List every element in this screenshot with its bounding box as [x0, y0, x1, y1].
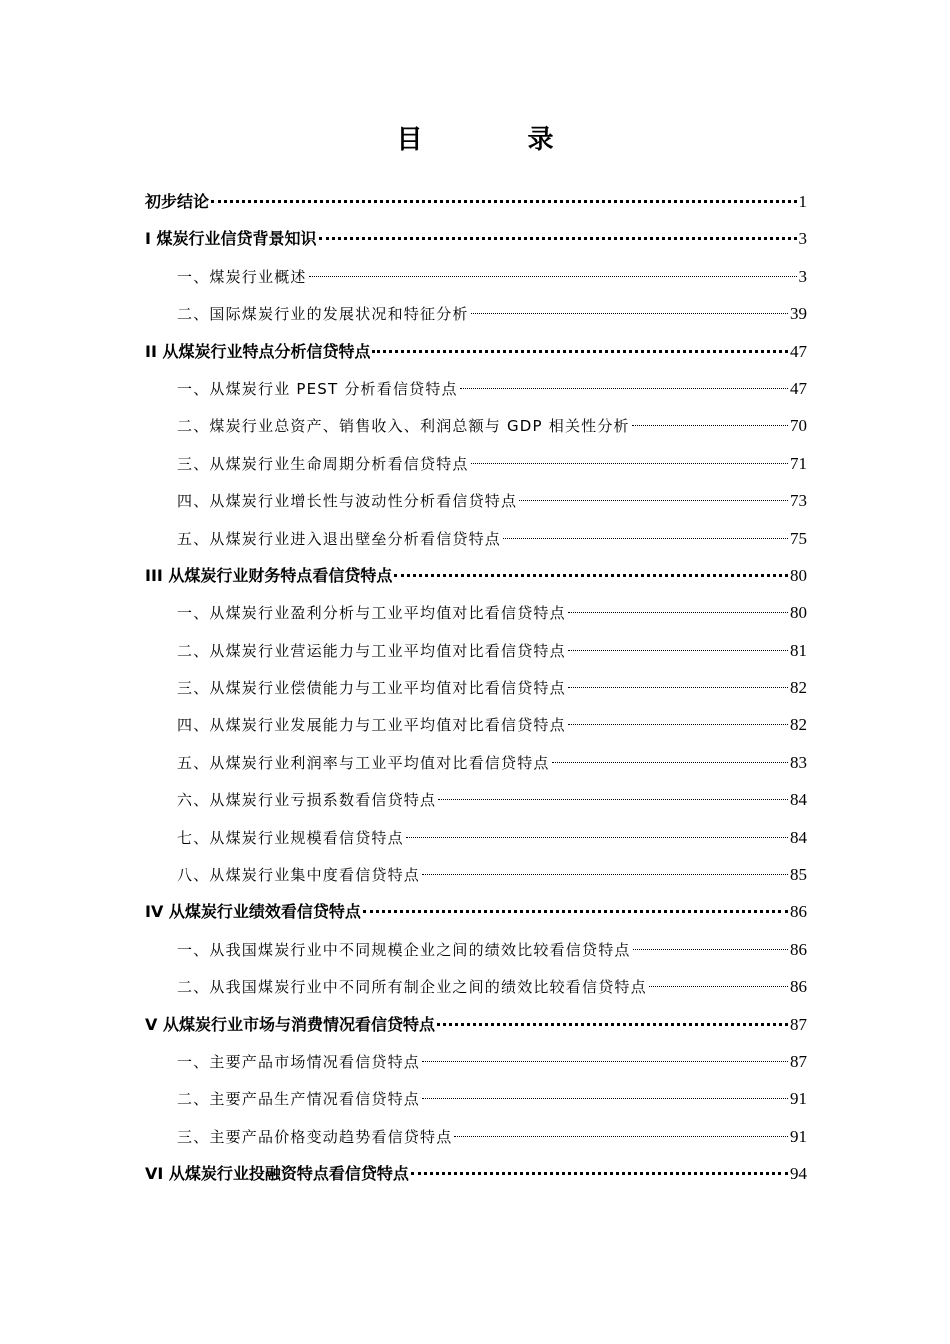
toc-entry-page-number: 84	[790, 790, 807, 810]
toc-entry-page-number: 94	[790, 1164, 807, 1184]
toc-entry-label: 二、从煤炭行业营运能力与工业平均值对比看信贷特点	[177, 641, 566, 660]
toc-subsection-entry[interactable]	[145, 822, 807, 859]
toc-subsection-entry[interactable]	[145, 784, 807, 821]
toc-entry-label: 三、主要产品价格变动趋势看信贷特点	[177, 1127, 453, 1146]
toc-entry-page-number: 71	[790, 453, 807, 473]
toc-dot-leader	[568, 677, 788, 688]
toc-dot-leader	[552, 752, 788, 763]
toc-entry-label: 二、煤炭行业总资产、销售收入、利润总额与 GDP 相关性分析	[177, 417, 630, 436]
toc-entry-page-number: 75	[790, 528, 807, 548]
toc-entry-page-number: 1	[798, 192, 807, 211]
toc-subsection-entry[interactable]	[145, 298, 807, 335]
toc-entry-label: II 从煤炭行业特点分析信贷特点	[145, 341, 371, 361]
toc-entry-page-number: 86	[790, 902, 807, 922]
toc-dot-leader	[632, 415, 788, 426]
toc-dot-leader	[568, 640, 788, 651]
toc-entry-page-number: 47	[790, 378, 807, 398]
toc-entry-label: VI 从煤炭行业投融资特点看信贷特点	[145, 1164, 409, 1184]
toc-entry-label: 二、从我国煤炭行业中不同所有制企业之间的绩效比较看信贷特点	[177, 978, 647, 997]
toc-entry-label: 二、主要产品生产情况看信贷特点	[177, 1090, 421, 1109]
toc-entry-page-number: 87	[790, 1014, 807, 1034]
toc-entry-label: 七、从煤炭行业规模看信贷特点	[177, 828, 404, 847]
toc-section-entry[interactable]	[145, 186, 807, 223]
toc-subsection-entry[interactable]	[145, 859, 807, 896]
toc-entry-label: 四、从煤炭行业发展能力与工业平均值对比看信贷特点	[177, 716, 566, 735]
toc-entry-label: 一、主要产品市场情况看信贷特点	[177, 1052, 421, 1071]
toc-dot-leader	[406, 827, 788, 838]
toc-entry-page-number: 81	[790, 640, 807, 660]
toc-entry-page-number: 91	[790, 1126, 807, 1146]
toc-entry-page-number: 83	[790, 752, 807, 772]
toc-entry-page-number: 3	[798, 266, 807, 286]
toc-dot-leader	[319, 227, 797, 240]
toc-dot-leader	[422, 1051, 788, 1062]
toc-dot-leader	[363, 900, 788, 913]
toc-dot-leader	[394, 564, 788, 577]
toc-dot-leader	[471, 303, 788, 314]
toc-entry-label: 八、从煤炭行业集中度看信贷特点	[177, 866, 421, 885]
toc-entry-page-number: 82	[790, 715, 807, 735]
toc-entry-label: 三、从煤炭行业生命周期分析看信贷特点	[177, 454, 469, 473]
toc-entry-label: 五、从煤炭行业进入退出壁垒分析看信贷特点	[177, 529, 502, 548]
toc-section-entry[interactable]	[145, 1009, 807, 1046]
toc-entry-page-number: 85	[790, 865, 807, 885]
toc-dot-leader	[372, 340, 788, 353]
toc-subsection-entry[interactable]	[145, 523, 807, 560]
toc-dot-leader	[460, 378, 788, 389]
toc-dot-leader	[438, 789, 788, 800]
toc-dot-leader	[309, 266, 797, 277]
toc-entry-label: 一、煤炭行业概述	[177, 267, 307, 286]
toc-entry-label: 二、国际煤炭行业的发展状况和特征分析	[177, 305, 469, 324]
toc-subsection-entry[interactable]	[145, 485, 807, 522]
toc-subsection-entry[interactable]	[145, 1083, 807, 1120]
toc-entry-page-number: 84	[790, 827, 807, 847]
toc-dot-leader	[422, 864, 788, 875]
toc-entry-page-number: 73	[790, 491, 807, 511]
toc-section-entry[interactable]	[145, 336, 807, 373]
toc-entry-label: IV 从煤炭行业绩效看信贷特点	[145, 902, 361, 922]
toc-section-entry[interactable]	[145, 896, 807, 933]
toc-dot-leader	[568, 714, 788, 725]
toc-subsection-entry[interactable]	[145, 934, 807, 971]
toc-title: 目 录	[396, 125, 602, 155]
toc-entry-page-number: 87	[790, 1051, 807, 1071]
toc-dot-leader	[437, 1013, 788, 1026]
toc-dot-leader	[411, 1162, 788, 1175]
toc-entry-page-number: 91	[790, 1089, 807, 1109]
toc-dot-leader	[454, 1126, 788, 1137]
toc-dot-leader	[568, 602, 788, 613]
toc-subsection-entry[interactable]	[145, 971, 807, 1008]
toc-entry-label: 一、从煤炭行业盈利分析与工业平均值对比看信贷特点	[177, 604, 566, 623]
toc-entry-label: 五、从煤炭行业利润率与工业平均值对比看信贷特点	[177, 753, 550, 772]
toc-dot-leader	[422, 1088, 788, 1099]
toc-entry-page-number: 47	[790, 341, 807, 361]
toc-entry-page-number: 39	[790, 304, 807, 324]
toc-entry-label: III 从煤炭行业财务特点看信贷特点	[145, 565, 393, 585]
toc-subsection-entry[interactable]	[145, 373, 807, 410]
toc-entry-label: 初步结论	[145, 192, 210, 211]
toc-dot-leader	[503, 528, 788, 539]
toc-entry-page-number: 86	[790, 939, 807, 959]
toc-subsection-entry[interactable]	[145, 672, 807, 709]
toc-section-entry[interactable]	[145, 1158, 807, 1195]
toc-subsection-entry[interactable]	[145, 635, 807, 672]
toc-entry-page-number: 70	[790, 416, 807, 436]
toc-entry-label: 六、从煤炭行业亏损系数看信贷特点	[177, 791, 437, 810]
toc-entry-label: V 从煤炭行业市场与消费情况看信贷特点	[145, 1014, 435, 1034]
toc-subsection-entry[interactable]	[145, 410, 807, 447]
toc-entry-page-number: 80	[790, 565, 807, 585]
toc-entry-label: 三、从煤炭行业偿债能力与工业平均值对比看信贷特点	[177, 679, 566, 698]
toc-entry-page-number: 86	[790, 977, 807, 997]
toc-dot-leader	[471, 453, 788, 464]
toc-subsection-entry[interactable]	[145, 747, 807, 784]
toc-entry-label: 一、从煤炭行业 PEST 分析看信贷特点	[177, 379, 458, 398]
toc-section-entry[interactable]	[145, 223, 807, 260]
toc-entry-page-number: 80	[790, 603, 807, 623]
toc-entry-label: I 煤炭行业信贷背景知识	[145, 229, 317, 249]
toc-subsection-entry[interactable]	[145, 1046, 807, 1083]
toc-subsection-entry[interactable]	[145, 1121, 807, 1158]
toc-subsection-entry[interactable]	[145, 448, 807, 485]
toc-subsection-entry[interactable]	[145, 597, 807, 634]
toc-dot-leader	[211, 190, 796, 203]
toc-subsection-entry[interactable]	[145, 261, 807, 298]
toc-entry-label: 四、从煤炭行业增长性与波动性分析看信贷特点	[177, 492, 518, 511]
toc-subsection-entry[interactable]	[145, 709, 807, 746]
toc-entry-page-number: 3	[798, 229, 807, 249]
toc-dot-leader	[633, 939, 788, 950]
toc-dot-leader	[519, 490, 788, 501]
toc-entry-label: 一、从我国煤炭行业中不同规模企业之间的绩效比较看信贷特点	[177, 940, 631, 959]
toc-section-entry[interactable]	[145, 560, 807, 597]
toc-entry-page-number: 82	[790, 678, 807, 698]
table-of-contents	[145, 186, 807, 1196]
toc-dot-leader	[649, 976, 788, 987]
